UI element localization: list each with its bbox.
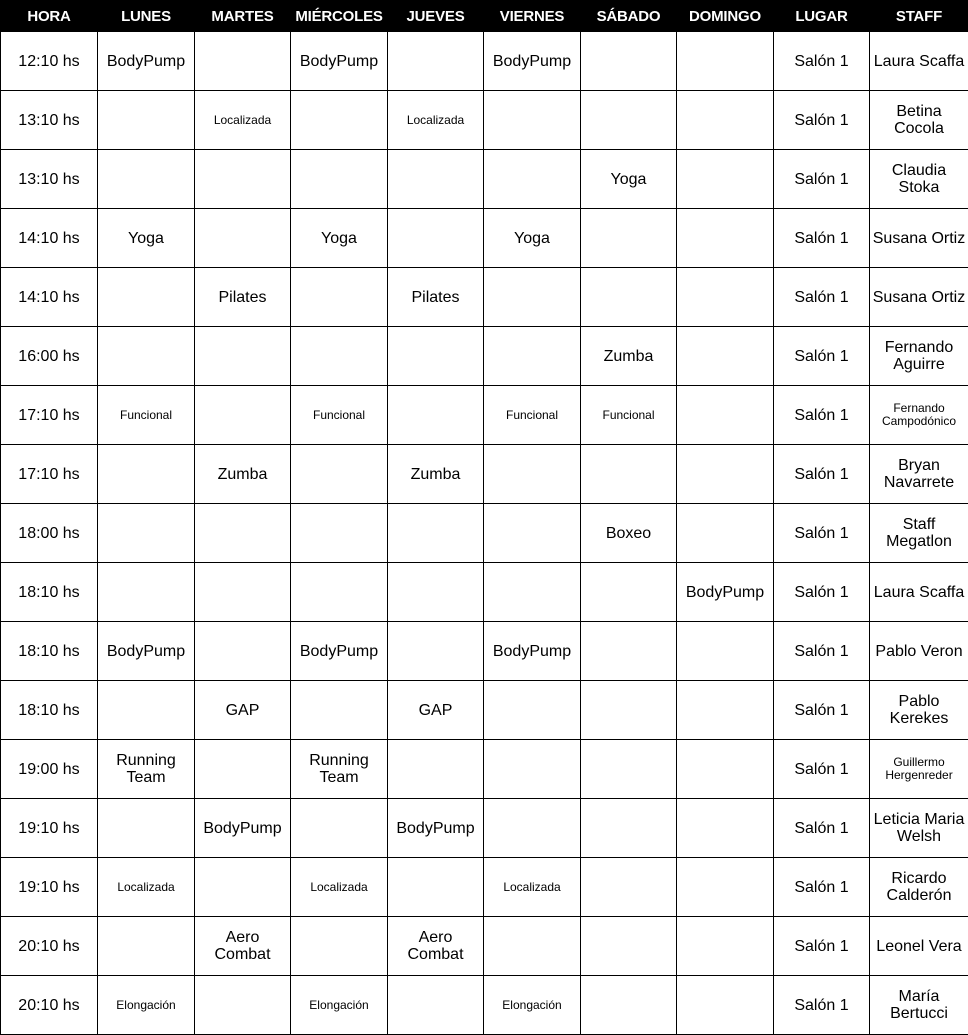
table-row	[1, 327, 968, 386]
cell-domingo	[677, 445, 774, 504]
table-row	[1, 740, 968, 799]
cell-hora: 20:10 hs	[1, 917, 98, 976]
cell-lugar: Salón 1	[774, 327, 870, 386]
table-row	[1, 91, 968, 150]
cell-hora: 19:10 hs	[1, 858, 98, 917]
cell-lugar: Salón 1	[774, 91, 870, 150]
table-row	[1, 799, 968, 858]
table-row	[1, 858, 968, 917]
cell-sabado	[581, 209, 677, 268]
cell-hora: 16:00 hs	[1, 327, 98, 386]
cell-lugar: Salón 1	[774, 858, 870, 917]
cell-hora: 17:10 hs	[1, 445, 98, 504]
cell-hora: 13:10 hs	[1, 150, 98, 209]
cell-jueves	[388, 209, 484, 268]
cell-hora: 18:10 hs	[1, 622, 98, 681]
cell-jueves	[388, 740, 484, 799]
cell-lunes: Yoga	[98, 209, 195, 268]
cell-staff: Leonel Vera	[870, 917, 968, 976]
cell-lugar: Salón 1	[774, 209, 870, 268]
cell-martes: BodyPump	[195, 799, 291, 858]
cell-staff: Claudia Stoka	[870, 150, 968, 209]
cell-staff: Betina Cocola	[870, 91, 968, 150]
cell-staff: Susana Ortiz	[870, 268, 968, 327]
cell-martes: Localizada	[195, 91, 291, 150]
cell-viernes	[484, 150, 581, 209]
cell-lunes	[98, 150, 195, 209]
cell-martes	[195, 504, 291, 563]
cell-viernes	[484, 681, 581, 740]
cell-domingo	[677, 622, 774, 681]
header-martes: MARTES	[195, 1, 291, 32]
cell-staff: Laura Scaffa	[870, 563, 968, 622]
cell-domingo	[677, 209, 774, 268]
cell-martes: Aero Combat	[195, 917, 291, 976]
table-row	[1, 622, 968, 681]
cell-lugar: Salón 1	[774, 445, 870, 504]
cell-miercoles: BodyPump	[291, 622, 388, 681]
cell-miercoles: Localizada	[291, 858, 388, 917]
cell-lunes	[98, 504, 195, 563]
cell-hora: 19:10 hs	[1, 799, 98, 858]
cell-martes	[195, 386, 291, 445]
cell-jueves	[388, 622, 484, 681]
header-staff: STAFF	[870, 1, 968, 32]
header-lugar: LUGAR	[774, 1, 870, 32]
header-domingo: DOMINGO	[677, 1, 774, 32]
table-row	[1, 268, 968, 327]
cell-sabado	[581, 681, 677, 740]
cell-viernes	[484, 740, 581, 799]
cell-staff: Fernando Campodónico	[870, 386, 968, 445]
header-row	[1, 1, 968, 32]
cell-hora: 20:10 hs	[1, 976, 98, 1035]
cell-sabado: Funcional	[581, 386, 677, 445]
cell-hora: 18:10 hs	[1, 563, 98, 622]
cell-viernes: BodyPump	[484, 32, 581, 91]
cell-lugar: Salón 1	[774, 740, 870, 799]
cell-staff: Pablo Kerekes	[870, 681, 968, 740]
cell-jueves	[388, 32, 484, 91]
cell-domingo	[677, 32, 774, 91]
cell-miercoles: Funcional	[291, 386, 388, 445]
cell-martes	[195, 740, 291, 799]
cell-jueves	[388, 504, 484, 563]
cell-sabado	[581, 622, 677, 681]
cell-staff: Guillermo Hergenreder	[870, 740, 968, 799]
cell-staff: Fernando Aguirre	[870, 327, 968, 386]
cell-staff: Leticia Maria Welsh	[870, 799, 968, 858]
cell-sabado	[581, 858, 677, 917]
cell-domingo	[677, 917, 774, 976]
cell-miercoles	[291, 445, 388, 504]
cell-sabado	[581, 91, 677, 150]
table-row	[1, 150, 968, 209]
cell-staff: Staff Megatlon	[870, 504, 968, 563]
cell-domingo	[677, 91, 774, 150]
cell-jueves: Zumba	[388, 445, 484, 504]
cell-viernes	[484, 504, 581, 563]
cell-martes	[195, 327, 291, 386]
cell-hora: 18:00 hs	[1, 504, 98, 563]
cell-lugar: Salón 1	[774, 268, 870, 327]
cell-sabado	[581, 32, 677, 91]
cell-martes: GAP	[195, 681, 291, 740]
cell-lunes	[98, 91, 195, 150]
header-jueves: JUEVES	[388, 1, 484, 32]
cell-sabado	[581, 563, 677, 622]
cell-martes: Zumba	[195, 445, 291, 504]
cell-hora: 13:10 hs	[1, 91, 98, 150]
cell-staff: Pablo Veron	[870, 622, 968, 681]
cell-miercoles	[291, 917, 388, 976]
cell-miercoles: Running Team	[291, 740, 388, 799]
cell-sabado	[581, 976, 677, 1035]
cell-martes	[195, 32, 291, 91]
cell-lugar: Salón 1	[774, 976, 870, 1035]
cell-miercoles	[291, 799, 388, 858]
cell-viernes	[484, 799, 581, 858]
header-viernes: VIERNES	[484, 1, 581, 32]
cell-sabado	[581, 268, 677, 327]
cell-jueves	[388, 858, 484, 917]
cell-miercoles: Elongación	[291, 976, 388, 1035]
cell-jueves: BodyPump	[388, 799, 484, 858]
cell-jueves	[388, 563, 484, 622]
cell-miercoles	[291, 268, 388, 327]
cell-miercoles	[291, 150, 388, 209]
schedule-body	[1, 32, 968, 1035]
cell-jueves	[388, 327, 484, 386]
cell-domingo	[677, 740, 774, 799]
cell-miercoles	[291, 563, 388, 622]
cell-lunes: BodyPump	[98, 32, 195, 91]
table-row	[1, 504, 968, 563]
cell-domingo	[677, 150, 774, 209]
cell-lunes: BodyPump	[98, 622, 195, 681]
cell-staff: Ricardo Calderón	[870, 858, 968, 917]
cell-lunes	[98, 917, 195, 976]
cell-jueves: GAP	[388, 681, 484, 740]
cell-jueves	[388, 150, 484, 209]
cell-domingo	[677, 504, 774, 563]
table-row	[1, 681, 968, 740]
header-lunes: LUNES	[98, 1, 195, 32]
header-hora: HORA	[1, 1, 98, 32]
cell-lunes: Funcional	[98, 386, 195, 445]
header-miercoles: MIÉRCOLES	[291, 1, 388, 32]
cell-viernes	[484, 917, 581, 976]
cell-sabado	[581, 799, 677, 858]
cell-lugar: Salón 1	[774, 681, 870, 740]
cell-viernes	[484, 327, 581, 386]
cell-viernes	[484, 445, 581, 504]
cell-lugar: Salón 1	[774, 799, 870, 858]
cell-lunes: Running Team	[98, 740, 195, 799]
cell-domingo: BodyPump	[677, 563, 774, 622]
cell-viernes	[484, 268, 581, 327]
cell-miercoles	[291, 681, 388, 740]
cell-martes	[195, 150, 291, 209]
cell-martes	[195, 622, 291, 681]
cell-hora: 12:10 hs	[1, 32, 98, 91]
cell-sabado	[581, 917, 677, 976]
cell-lunes	[98, 445, 195, 504]
cell-jueves	[388, 976, 484, 1035]
cell-lunes: Elongación	[98, 976, 195, 1035]
cell-sabado: Boxeo	[581, 504, 677, 563]
cell-viernes: Yoga	[484, 209, 581, 268]
cell-domingo	[677, 799, 774, 858]
cell-lunes: Localizada	[98, 858, 195, 917]
cell-miercoles	[291, 504, 388, 563]
cell-miercoles: Yoga	[291, 209, 388, 268]
cell-lunes	[98, 268, 195, 327]
cell-lugar: Salón 1	[774, 386, 870, 445]
table-row	[1, 32, 968, 91]
cell-martes	[195, 563, 291, 622]
cell-staff: Laura Scaffa	[870, 32, 968, 91]
cell-hora: 14:10 hs	[1, 268, 98, 327]
cell-jueves: Localizada	[388, 91, 484, 150]
cell-hora: 14:10 hs	[1, 209, 98, 268]
table-row	[1, 209, 968, 268]
cell-martes	[195, 209, 291, 268]
table-row	[1, 976, 968, 1035]
cell-lugar: Salón 1	[774, 504, 870, 563]
cell-lugar: Salón 1	[774, 150, 870, 209]
cell-hora: 18:10 hs	[1, 681, 98, 740]
cell-domingo	[677, 386, 774, 445]
cell-viernes: Localizada	[484, 858, 581, 917]
cell-jueves: Aero Combat	[388, 917, 484, 976]
table-row	[1, 917, 968, 976]
cell-lunes	[98, 327, 195, 386]
cell-miercoles	[291, 91, 388, 150]
cell-lunes	[98, 563, 195, 622]
cell-lugar: Salón 1	[774, 32, 870, 91]
header-sabado: SÁBADO	[581, 1, 677, 32]
cell-lunes	[98, 799, 195, 858]
cell-miercoles: BodyPump	[291, 32, 388, 91]
cell-staff: María Bertucci	[870, 976, 968, 1035]
cell-staff: Susana Ortiz	[870, 209, 968, 268]
table-row	[1, 386, 968, 445]
cell-sabado: Zumba	[581, 327, 677, 386]
cell-jueves	[388, 386, 484, 445]
cell-miercoles	[291, 327, 388, 386]
cell-viernes: Funcional	[484, 386, 581, 445]
cell-lugar: Salón 1	[774, 622, 870, 681]
cell-domingo	[677, 681, 774, 740]
cell-viernes	[484, 91, 581, 150]
cell-viernes	[484, 563, 581, 622]
cell-domingo	[677, 976, 774, 1035]
cell-domingo	[677, 268, 774, 327]
cell-staff: Bryan Navarrete	[870, 445, 968, 504]
cell-martes: Pilates	[195, 268, 291, 327]
cell-domingo	[677, 858, 774, 917]
cell-jueves: Pilates	[388, 268, 484, 327]
cell-lunes	[98, 681, 195, 740]
cell-lugar: Salón 1	[774, 917, 870, 976]
table-row	[1, 445, 968, 504]
cell-domingo	[677, 327, 774, 386]
cell-sabado	[581, 445, 677, 504]
cell-martes	[195, 858, 291, 917]
table-row	[1, 563, 968, 622]
cell-sabado: Yoga	[581, 150, 677, 209]
cell-viernes: BodyPump	[484, 622, 581, 681]
cell-sabado	[581, 740, 677, 799]
cell-martes	[195, 976, 291, 1035]
cell-lugar: Salón 1	[774, 563, 870, 622]
cell-hora: 19:00 hs	[1, 740, 98, 799]
cell-hora: 17:10 hs	[1, 386, 98, 445]
cell-viernes: Elongación	[484, 976, 581, 1035]
